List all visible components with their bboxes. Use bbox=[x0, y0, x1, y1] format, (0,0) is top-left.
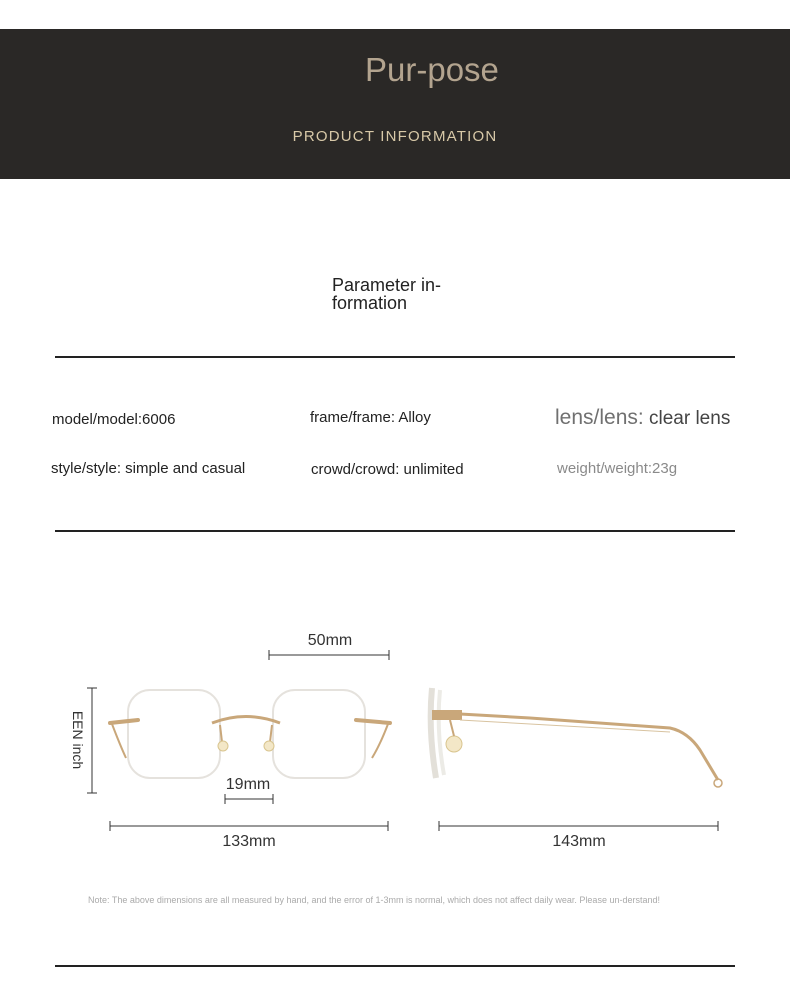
param-lens-value: clear lens bbox=[643, 408, 731, 429]
measurement-note: Note: The above dimensions are all measured by hand, and the error of 1-3mm is normal, which does not affect daily wear. Please un-derstand! bbox=[88, 895, 660, 905]
param-lens bbox=[555, 406, 730, 430]
section-title: Parameter in-formation bbox=[332, 275, 442, 313]
glasses-front-illustration bbox=[60, 620, 410, 850]
param-frame: frame/frame: Alloy bbox=[310, 409, 431, 426]
top-divider bbox=[55, 356, 735, 358]
param-crowd: crowd/crowd: unlimited bbox=[311, 461, 464, 478]
dimension-lens-width: 50mm bbox=[307, 632, 353, 649]
dimension-total-width: 133mm bbox=[222, 833, 276, 850]
banner-title: Pur-pose bbox=[365, 51, 499, 88]
bottom-divider bbox=[55, 965, 735, 967]
param-lens-label: lens/lens: bbox=[555, 406, 644, 429]
param-model: model/model:6006 bbox=[52, 411, 176, 428]
dimension-temple-length: 143mm bbox=[552, 833, 606, 850]
banner-subtitle: PRODUCT INFORMATION bbox=[292, 128, 498, 145]
glasses-side-illustration bbox=[420, 680, 740, 850]
param-weight: weight/weight:23g bbox=[557, 460, 678, 477]
dimension-bridge: 19mm bbox=[225, 776, 271, 793]
dimension-height: EEN inch bbox=[70, 710, 86, 770]
param-style: style/style: simple and casual bbox=[51, 460, 246, 477]
mid-divider bbox=[55, 530, 735, 532]
